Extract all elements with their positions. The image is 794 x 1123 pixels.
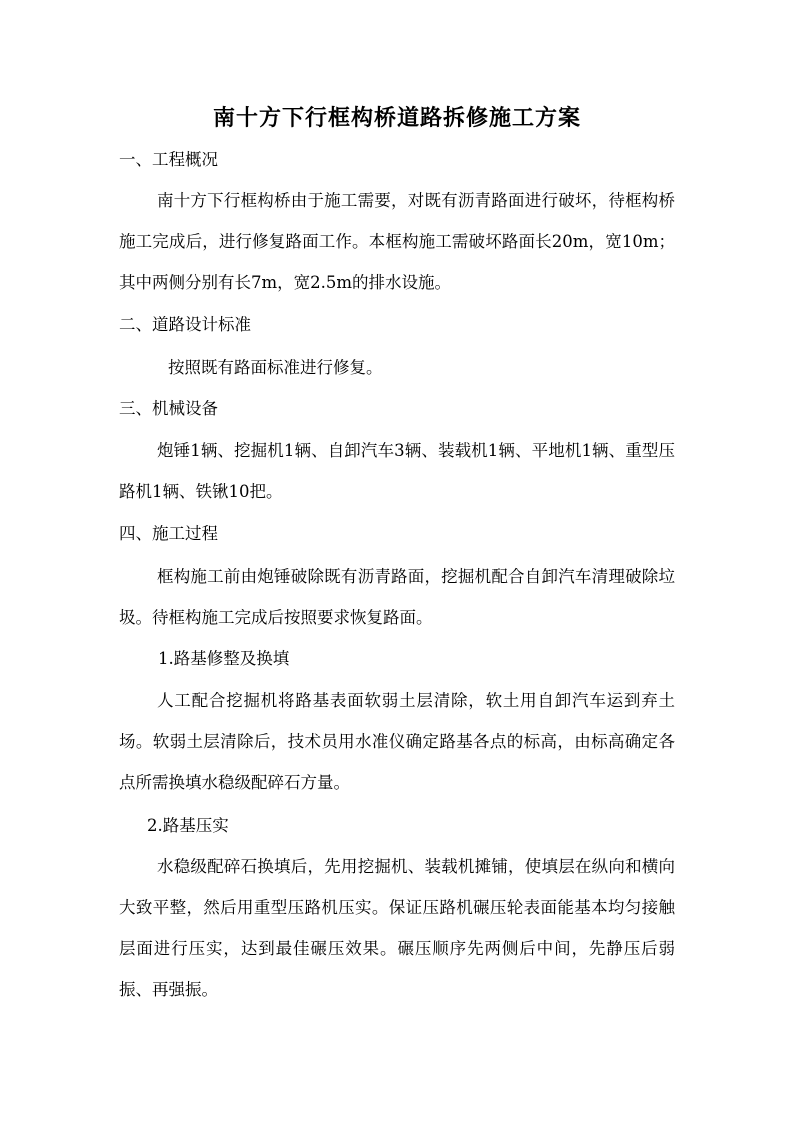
section-heading-overview: 一、工程概况 bbox=[119, 150, 218, 169]
section-text-design-standard: 按照既有路面标准进行修复。 bbox=[168, 358, 383, 377]
document-title: 南十方下行框构桥道路拆修施工方案 bbox=[212, 105, 581, 131]
section-heading-process: 四、施工过程 bbox=[119, 524, 218, 543]
subsection-text-roadbed-compaction: 水稳级配碎石换填后，先用挖掘机、装载机摊铺，使填层在纵向和横向大致平整，然后用重型压路机压实。保证压路机碾压轮表面能基本均匀接触层面进行压实，达到最佳碾压效果。碾压顺序先两侧后中间，先静压后弱振、再强振。 bbox=[119, 857, 675, 999]
subsection-text-roadbed-fill: 人工配合挖掘机将路基表面软弱土层清除，软土用自卸汽车运到弃土场。软弱土层清除后，技术员用水准仪确定路基各点的标高，由标高确定各点所需换填水稳级配碎石方量。 bbox=[119, 691, 675, 792]
subsection-heading-roadbed-compaction: 2.路基压实 bbox=[147, 816, 229, 835]
section-heading-equipment: 三、机械设备 bbox=[119, 399, 218, 418]
section-heading-design-standard: 二、道路设计标准 bbox=[119, 315, 251, 334]
section-text-process: 框构施工前由炮锤破除既有沥青路面，挖掘机配合自卸汽车清理破除垃圾。待框构施工完成后按照要求恢复路面。 bbox=[119, 567, 675, 627]
section-text-equipment: 炮锤1辆、挖掘机1辆、自卸汽车3辆、装载机1辆、平地机1辆、重型压路机1辆、铁锹10把。 bbox=[119, 441, 675, 501]
section-text-overview: 南十方下行框构桥由于施工需要，对既有沥青路面进行破坏，待框构桥施工完成后，进行修复路面工作。本框构施工需破坏路面长20m，宽10m；其中两侧分别有长7m，宽2.5m的排水设施。 bbox=[119, 191, 675, 292]
subsection-heading-roadbed-fill: 1.路基修整及换填 bbox=[158, 649, 290, 668]
